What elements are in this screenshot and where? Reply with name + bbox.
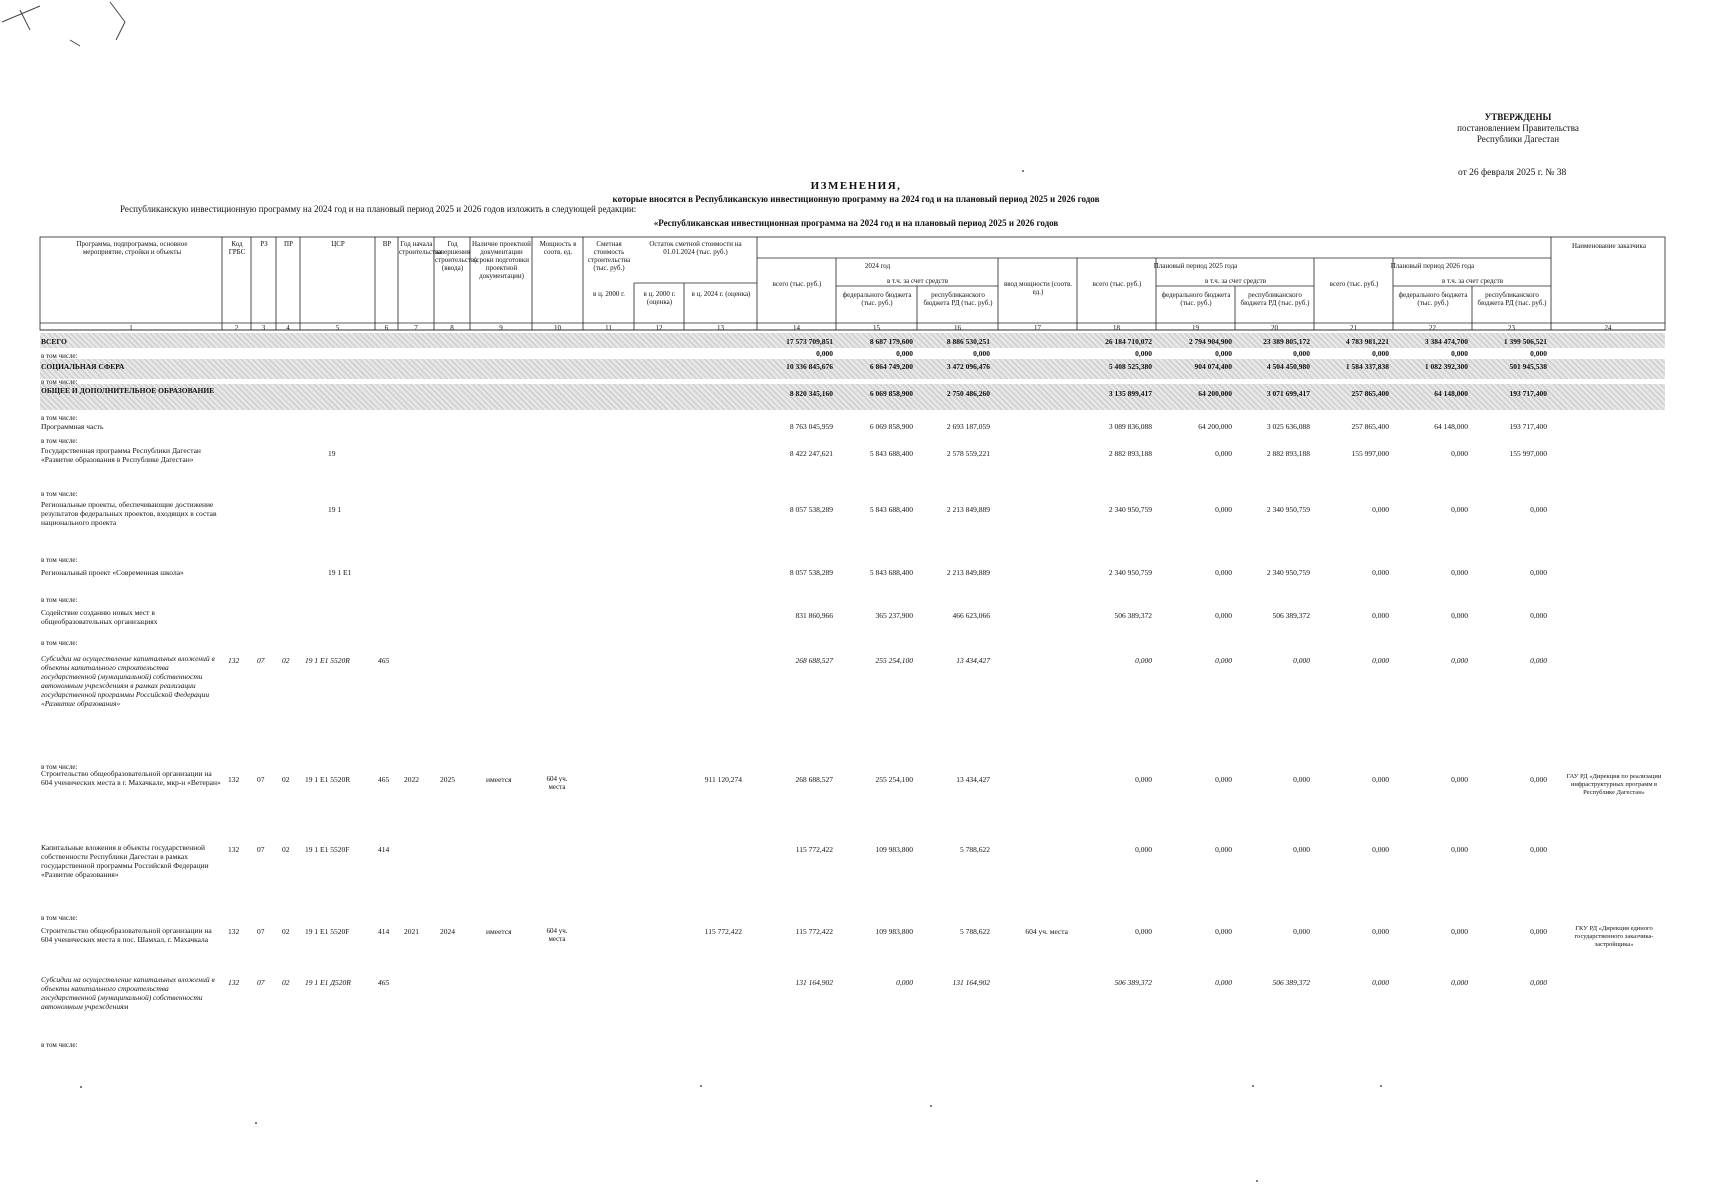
row-label: Субсидии на осуществление капитальных вложений в объекты капитального строительства государственной (муниципальной) собственности автономным учреждениям в рамках реализации государственной программы Российской Федерации «Развитие образования» [41,654,215,708]
value-cell: 115 772,422 [795,845,833,854]
header-pr: ПР [284,240,293,248]
column-number: 11 [605,324,612,332]
value-cell: 10 336 845,676 [786,362,833,371]
value-cell: 2 213 849,889 [946,505,990,514]
value-cell: 0,000 [1530,349,1547,358]
scan-speck [1256,1180,1258,1182]
csr-code: 19 1 Е1 [328,568,352,577]
value-cell: 0,000 [1451,927,1468,936]
document-title: ИЗМЕНЕНИЯ, [810,180,902,192]
header-total-2026: всего (тыс. руб.) [1329,280,1379,288]
header-docs: Наличие проектной документации (сроки подготовки проектной документации) [472,240,531,280]
column-number: 5 [335,324,340,332]
value-cell: 0,000 [1372,568,1389,577]
value-cell: 268 688,527 [795,656,833,665]
decree-date: от 26 февраля 2025 г. № 38 [1458,168,1567,178]
header-year-2025: Плановый период 2025 года [1153,262,1238,270]
value-cell: 0,000 [1372,978,1389,987]
value-cell: 268 688,527 [795,775,833,784]
value-cell: 3 384 474,700 [1424,337,1468,346]
value-cell: 0,000 [1215,656,1232,665]
pr-code: 02 [282,656,290,665]
csr-code: 19 [328,449,336,458]
header-incl-2026: в т.ч. за счет средств [1441,277,1504,285]
column-number: 7 [414,324,418,332]
header-fed-2024: федерального бюджета (тыс. руб.) [842,291,912,307]
value-cell: 2 750 486,260 [946,389,990,398]
value-cell: 5 843 688,400 [869,449,913,458]
header-remain-2024: в ц. 2024 г. (оценка) [691,290,751,298]
value-cell: 257 865,400 [1351,422,1389,431]
value-cell: 193 717,400 [1509,389,1547,398]
value-cell: 131 164,902 [952,978,990,987]
value-cell: 0,000 [1372,775,1389,784]
header-remain: Остаток сметной стоимости на 01.01.2024 (тыс. руб.) [649,240,742,256]
end-year: 2024 [440,927,455,936]
value-cell: 3 071 699,417 [1266,389,1310,398]
header-commission: ввод мощности (соотв. ед.) [1003,280,1073,296]
header-end: Год завершения строительства (ввода) [435,240,478,272]
header-incl-2024: в т.ч. за счет средств [886,277,949,285]
vr-code: 465 [378,775,390,784]
value-cell: 2 882 893,188 [1266,449,1310,458]
column-number: 12 [655,324,663,332]
shaded-row [40,384,1665,410]
incl-label: в том числе: [41,639,78,647]
customer-name: ГАУ РД «Дирекция по реализации инфраструктурных программ в Республике Дагестан» [1566,773,1662,796]
shaded-row [40,359,1665,379]
row-label: Капитальные вложения в объекты государственной собственности Республики Дагестан в рамках государственной программы Российской Федерации «Развитие образования» [41,843,209,879]
value-cell: 501 945,538 [1509,362,1547,371]
value-cell: 0,000 [1451,656,1468,665]
approval-line: УТВЕРЖДЕНЫ [1484,112,1552,122]
grbs-code: 132 [228,845,240,854]
value-cell: 0,000 [1293,349,1310,358]
value-cell: 0,000 [1215,927,1232,936]
value-cell: 506 389,372 [1114,611,1152,620]
row-label: Региональные проекты, обеспечивающие достижение результатов федеральных проектов, входящих в состав национального проекта [41,500,217,527]
value-cell: 0,000 [1530,568,1547,577]
value-cell: 0,000 [1451,349,1468,358]
value-cell: 0,000 [1372,927,1389,936]
value-cell: 0,000 [1372,656,1389,665]
value-cell: 0,000 [1135,775,1152,784]
value-cell: 506 389,372 [1114,978,1152,987]
start-year: 2021 [404,927,419,936]
approval-line: постановлением Правительства [1457,123,1579,133]
column-number: 9 [499,324,503,332]
row-label: ОБЩЕЕ И ДОПОЛНИТЕЛЬНОЕ ОБРАЗОВАНИЕ [41,386,215,395]
value-cell: 0,000 [1135,349,1152,358]
rz-code: 07 [257,775,265,784]
value-cell: 13 434,427 [956,656,990,665]
value-cell: 0,000 [1135,656,1152,665]
value-cell: 255 254,100 [875,656,913,665]
incl-label: в том числе: [41,763,78,771]
rz-code: 07 [257,978,265,987]
incl-label: в том числе: [41,914,78,922]
scan-speck [1252,1085,1254,1087]
value-cell: 64 200,000 [1198,389,1232,398]
value-cell: 6 864 749,200 [869,362,913,371]
header-rep-2025: республиканского бюджета РД (тыс. руб.) [1240,291,1310,307]
incl-label: в том числе: [41,437,78,445]
column-number: 6 [384,324,389,332]
value-cell: 0,000 [816,349,833,358]
incl-label: в том числе: [41,414,78,422]
header-capacity: Мощность в соотв. ед. [539,240,577,256]
value-cell: 0,000 [1215,775,1232,784]
header-grbs: Код ГРБС [228,240,246,256]
value-cell: 0,000 [1135,927,1152,936]
value-cell: 193 717,400 [1509,422,1547,431]
column-number: 20 [1271,324,1278,332]
value-cell: 0,000 [1372,349,1389,358]
pr-code: 02 [282,845,290,854]
row-label: Программная часть [41,422,104,431]
value-cell: 5 788,622 [960,845,990,854]
column-number: 18 [1113,324,1120,332]
value-cell: 831 860,966 [795,611,833,620]
value-cell: 0,000 [1293,656,1310,665]
pr-code: 02 [282,775,290,784]
table-title: «Республиканская инвестиционная программа на 2024 год и на плановый период 2025 и 2026 годов [653,218,1059,228]
value-cell: 3 472 096,476 [946,362,990,371]
value-cell: 604 уч. места [1025,927,1068,936]
end-year: 2025 [440,775,455,784]
value-cell: 3 025 636,088 [1266,422,1310,431]
value-cell: 0,000 [1215,349,1232,358]
grbs-code: 132 [228,656,240,665]
header-fed-2026: федерального бюджета (тыс. руб.) [1398,291,1468,307]
value-cell: 5 408 525,380 [1108,362,1152,371]
header-total-2024: всего (тыс. руб.) [772,280,822,288]
value-cell: 1 082 392,300 [1424,362,1468,371]
vr-code: 465 [378,656,390,665]
header-incl-2025: в т.ч. за счет средств [1204,277,1267,285]
value-cell: 4 504 450,980 [1266,362,1310,371]
row-label: ВСЕГО [41,337,67,346]
column-number: 8 [450,324,454,332]
row-label: Строительство общеобразовательной организации на 604 ученических места в пос. Шамхал, г. Махачкала [41,926,212,944]
value-cell: 0,000 [1215,449,1232,458]
grbs-code: 132 [228,978,240,987]
value-cell: 0,000 [1215,505,1232,514]
value-cell: 466 623,066 [952,611,990,620]
value-cell: 8 687 179,600 [869,337,913,346]
value-cell: 0,000 [1215,978,1232,987]
header-year-2026: Плановый период 2026 года [1390,262,1475,270]
scan-speck [1380,1085,1382,1087]
vr-code: 414 [378,927,390,936]
value-cell: 23 389 805,172 [1263,337,1310,346]
value-cell: 2 578 559,221 [946,449,990,458]
csr-code: 19 1 Е1 5520F [305,927,350,936]
shaded-row [40,333,1665,348]
pr-code: 02 [282,927,290,936]
value-cell: 2 340 950,759 [1266,505,1310,514]
value-cell: 506 389,372 [1272,978,1310,987]
csr-code: 19 1 Е1 Д520R [305,978,351,987]
column-number: 21 [1350,324,1357,332]
value-cell: 0,000 [1530,927,1547,936]
value-cell: 0,000 [1372,845,1389,854]
column-number: 24 [1604,324,1612,332]
value-cell: 155 997,000 [1509,449,1547,458]
row-label: Субсидии на осуществление капитальных вложений в объекты капитального строительства государственной (муниципальной) собственности автономным учреждениям [41,975,215,1011]
value-cell: 0,000 [1530,656,1547,665]
value-cell: 2 794 904,900 [1188,337,1232,346]
value-cell: 255 254,100 [875,775,913,784]
grbs-code: 132 [228,775,240,784]
value-cell: 3 135 899,417 [1108,389,1152,398]
docs-status: имеется [486,775,512,784]
value-cell: 0,000 [1372,611,1389,620]
value-cell: 8 886 530,251 [946,337,990,346]
value-cell: 109 983,800 [875,927,913,936]
value-cell: 26 184 710,072 [1105,337,1152,346]
rz-code: 07 [257,656,265,665]
header-total-2025: всего (тыс. руб.) [1092,280,1142,288]
header-rep-2024: республиканского бюджета РД (тыс. руб.) [923,291,993,307]
header-cost: Сметная стоимость строительства (тыс. руб.) [587,240,631,272]
column-number: 1 [129,324,133,332]
value-cell: 4 783 981,221 [1345,337,1389,346]
value-cell: 13 434,427 [956,775,990,784]
value-cell: 2 340 950,759 [1108,505,1152,514]
value-cell: 5 843 688,400 [869,568,913,577]
scan-speck [930,1105,932,1107]
value-cell: 2 213 849,889 [946,568,990,577]
value-cell: 0,000 [1372,505,1389,514]
rz-code: 07 [257,845,265,854]
value-cell: 904 074,400 [1194,362,1232,371]
value-cell: 155 997,000 [1351,449,1389,458]
csr-code: 19 1 Е1 5520F [305,845,350,854]
value-cell: 8 820 345,160 [789,389,833,398]
scan-speck [255,1122,257,1124]
value-cell: 0,000 [1293,845,1310,854]
value-cell: 506 389,372 [1272,611,1310,620]
header-year-2024: 2024 год [864,262,891,270]
value-cell: 64 148,000 [1434,389,1468,398]
csr-code: 19 1 Е1 5520R [305,656,350,665]
value-cell: 64 148,000 [1434,422,1468,431]
column-number: 17 [1034,324,1041,332]
capacity: 604 уч. места [546,775,568,791]
header-rep-2026: республиканского бюджета РД (тыс. руб.) [1477,291,1547,307]
value-cell: 2 693 187,059 [946,422,990,431]
value-cell: 0,000 [1293,775,1310,784]
column-number: 23 [1508,324,1515,332]
value-cell: 0,000 [1451,505,1468,514]
value-cell: 17 573 709,851 [786,337,833,346]
value-cell: 0,000 [1530,845,1547,854]
value-cell: 8 057 538,289 [789,568,833,577]
value-cell: 0,000 [1451,775,1468,784]
value-cell: 8 422 247,621 [789,449,833,458]
value-cell: 365 237,900 [875,611,913,620]
rz-code: 07 [257,927,265,936]
row-label: Содействие созданию новых мест в общеобразовательных организациях [41,608,158,626]
header-program: Программа, подпрограмма, основное мероприятие, стройки и объекты [76,240,188,256]
column-number: 22 [1429,324,1436,332]
value-cell: 109 983,800 [875,845,913,854]
incl-label: в том числе: [41,378,78,386]
column-number: 15 [873,324,880,332]
value-cell: 64 200,000 [1198,422,1232,431]
column-number: 13 [717,324,724,332]
column-number: 3 [261,324,266,332]
vr-code: 414 [378,845,390,854]
customer-name: ГКУ РД «Дирекция единого государственного заказчика-застройщика» [1574,925,1654,948]
header-customer: Наименование заказчика [1572,242,1646,250]
header-start: Год начала строительства [399,240,442,256]
value-cell: 0,000 [1215,568,1232,577]
column-number: 14 [793,324,800,332]
value-cell: 0,000 [1530,978,1547,987]
column-number: 2 [234,324,239,332]
column-number: 19 [1192,324,1199,332]
grbs-code: 132 [228,927,240,936]
start-year: 2022 [404,775,419,784]
value-cell: 0,000 [1451,449,1468,458]
value-cell: 0,000 [1135,845,1152,854]
value-cell: 115 772,422 [795,927,833,936]
incl-label: в том числе: [41,490,78,498]
row-label: Строительство общеобразовательной организации на 604 ученических места в г. Махачкале, мкр-н «Ветеран» [41,769,221,787]
value-cell: 0,000 [1530,505,1547,514]
value-cell: 3 089 836,088 [1108,422,1152,431]
header-cost-2000: в ц. 2000 г. [593,290,625,298]
value-cell: 0,000 [896,978,913,987]
value-cell: 2 340 950,759 [1266,568,1310,577]
row-label: Государственная программа Республики Дагестан «Развитие образования в Республике Дагестан» [41,446,201,464]
value-cell: 0,000 [1293,927,1310,936]
remain-cost: 115 772,422 [704,927,742,936]
column-number: 4 [286,324,290,332]
header-vr: ВР [382,240,392,248]
remain-cost: 911 120,274 [704,775,742,784]
row-label: СОЦИАЛЬНАЯ СФЕРА [41,362,125,371]
value-cell: 6 069 858,900 [869,389,913,398]
value-cell: 0,000 [896,349,913,358]
intro-text: Республиканскую инвестиционную программу на 2024 год и на плановый период 2025 и 2026 годов изложить в следующей редакции: [120,204,637,214]
csr-code: 19 1 [328,505,342,514]
value-cell: 0,000 [1451,845,1468,854]
value-cell: 8 763 045,959 [789,422,833,431]
value-cell: 0,000 [1530,611,1547,620]
csr-code: 19 1 Е1 5520R [305,775,351,784]
scan-speck [80,1086,82,1088]
scan-speck [1022,170,1024,172]
column-number: 16 [954,324,961,332]
approval-line: Республики Дагестан [1476,134,1560,144]
value-cell: 1 584 337,838 [1345,362,1389,371]
value-cell: 6 069 858,900 [869,422,913,431]
pr-code: 02 [282,978,290,987]
approval-stamp [1418,112,1618,145]
value-cell: 131 164,902 [795,978,833,987]
capacity: 604 уч. места [546,927,568,943]
value-cell: 0,000 [1215,845,1232,854]
incl-label: в том числе: [41,556,78,564]
incl-label: в том числе: [41,352,78,360]
document-subtitle: которые вносятся в Республиканскую инвестиционную программу на 2024 год и на плановый период 2025 и 2026 годов [612,194,1100,204]
column-number: 10 [554,324,561,332]
value-cell: 2 340 950,759 [1108,568,1152,577]
incl-label: в том числе: [41,596,78,604]
value-cell: 0,000 [1451,978,1468,987]
value-cell: 257 865,400 [1351,389,1389,398]
value-cell: 2 882 893,188 [1108,449,1152,458]
value-cell: 5 788,622 [960,927,990,936]
value-cell: 1 399 506,521 [1503,337,1547,346]
value-cell: 0,000 [1215,611,1232,620]
header-rz: РЗ [260,240,268,248]
value-cell: 8 057 538,289 [789,505,833,514]
header-fed-2025: федерального бюджета (тыс. руб.) [1161,291,1231,307]
header-csr: ЦСР [331,240,345,248]
value-cell: 0,000 [973,349,990,358]
header-remain-2000: в ц. 2000 г. (оценка) [643,290,676,306]
vr-code: 465 [378,978,390,987]
docs-status: имеется [486,927,512,936]
value-cell: 0,000 [1530,775,1547,784]
row-label: Региональный проект «Современная школа» [41,568,184,577]
value-cell: 0,000 [1451,611,1468,620]
value-cell: 0,000 [1451,568,1468,577]
scan-speck [700,1085,702,1087]
incl-label: в том числе: [41,1041,78,1049]
value-cell: 5 843 688,400 [869,505,913,514]
